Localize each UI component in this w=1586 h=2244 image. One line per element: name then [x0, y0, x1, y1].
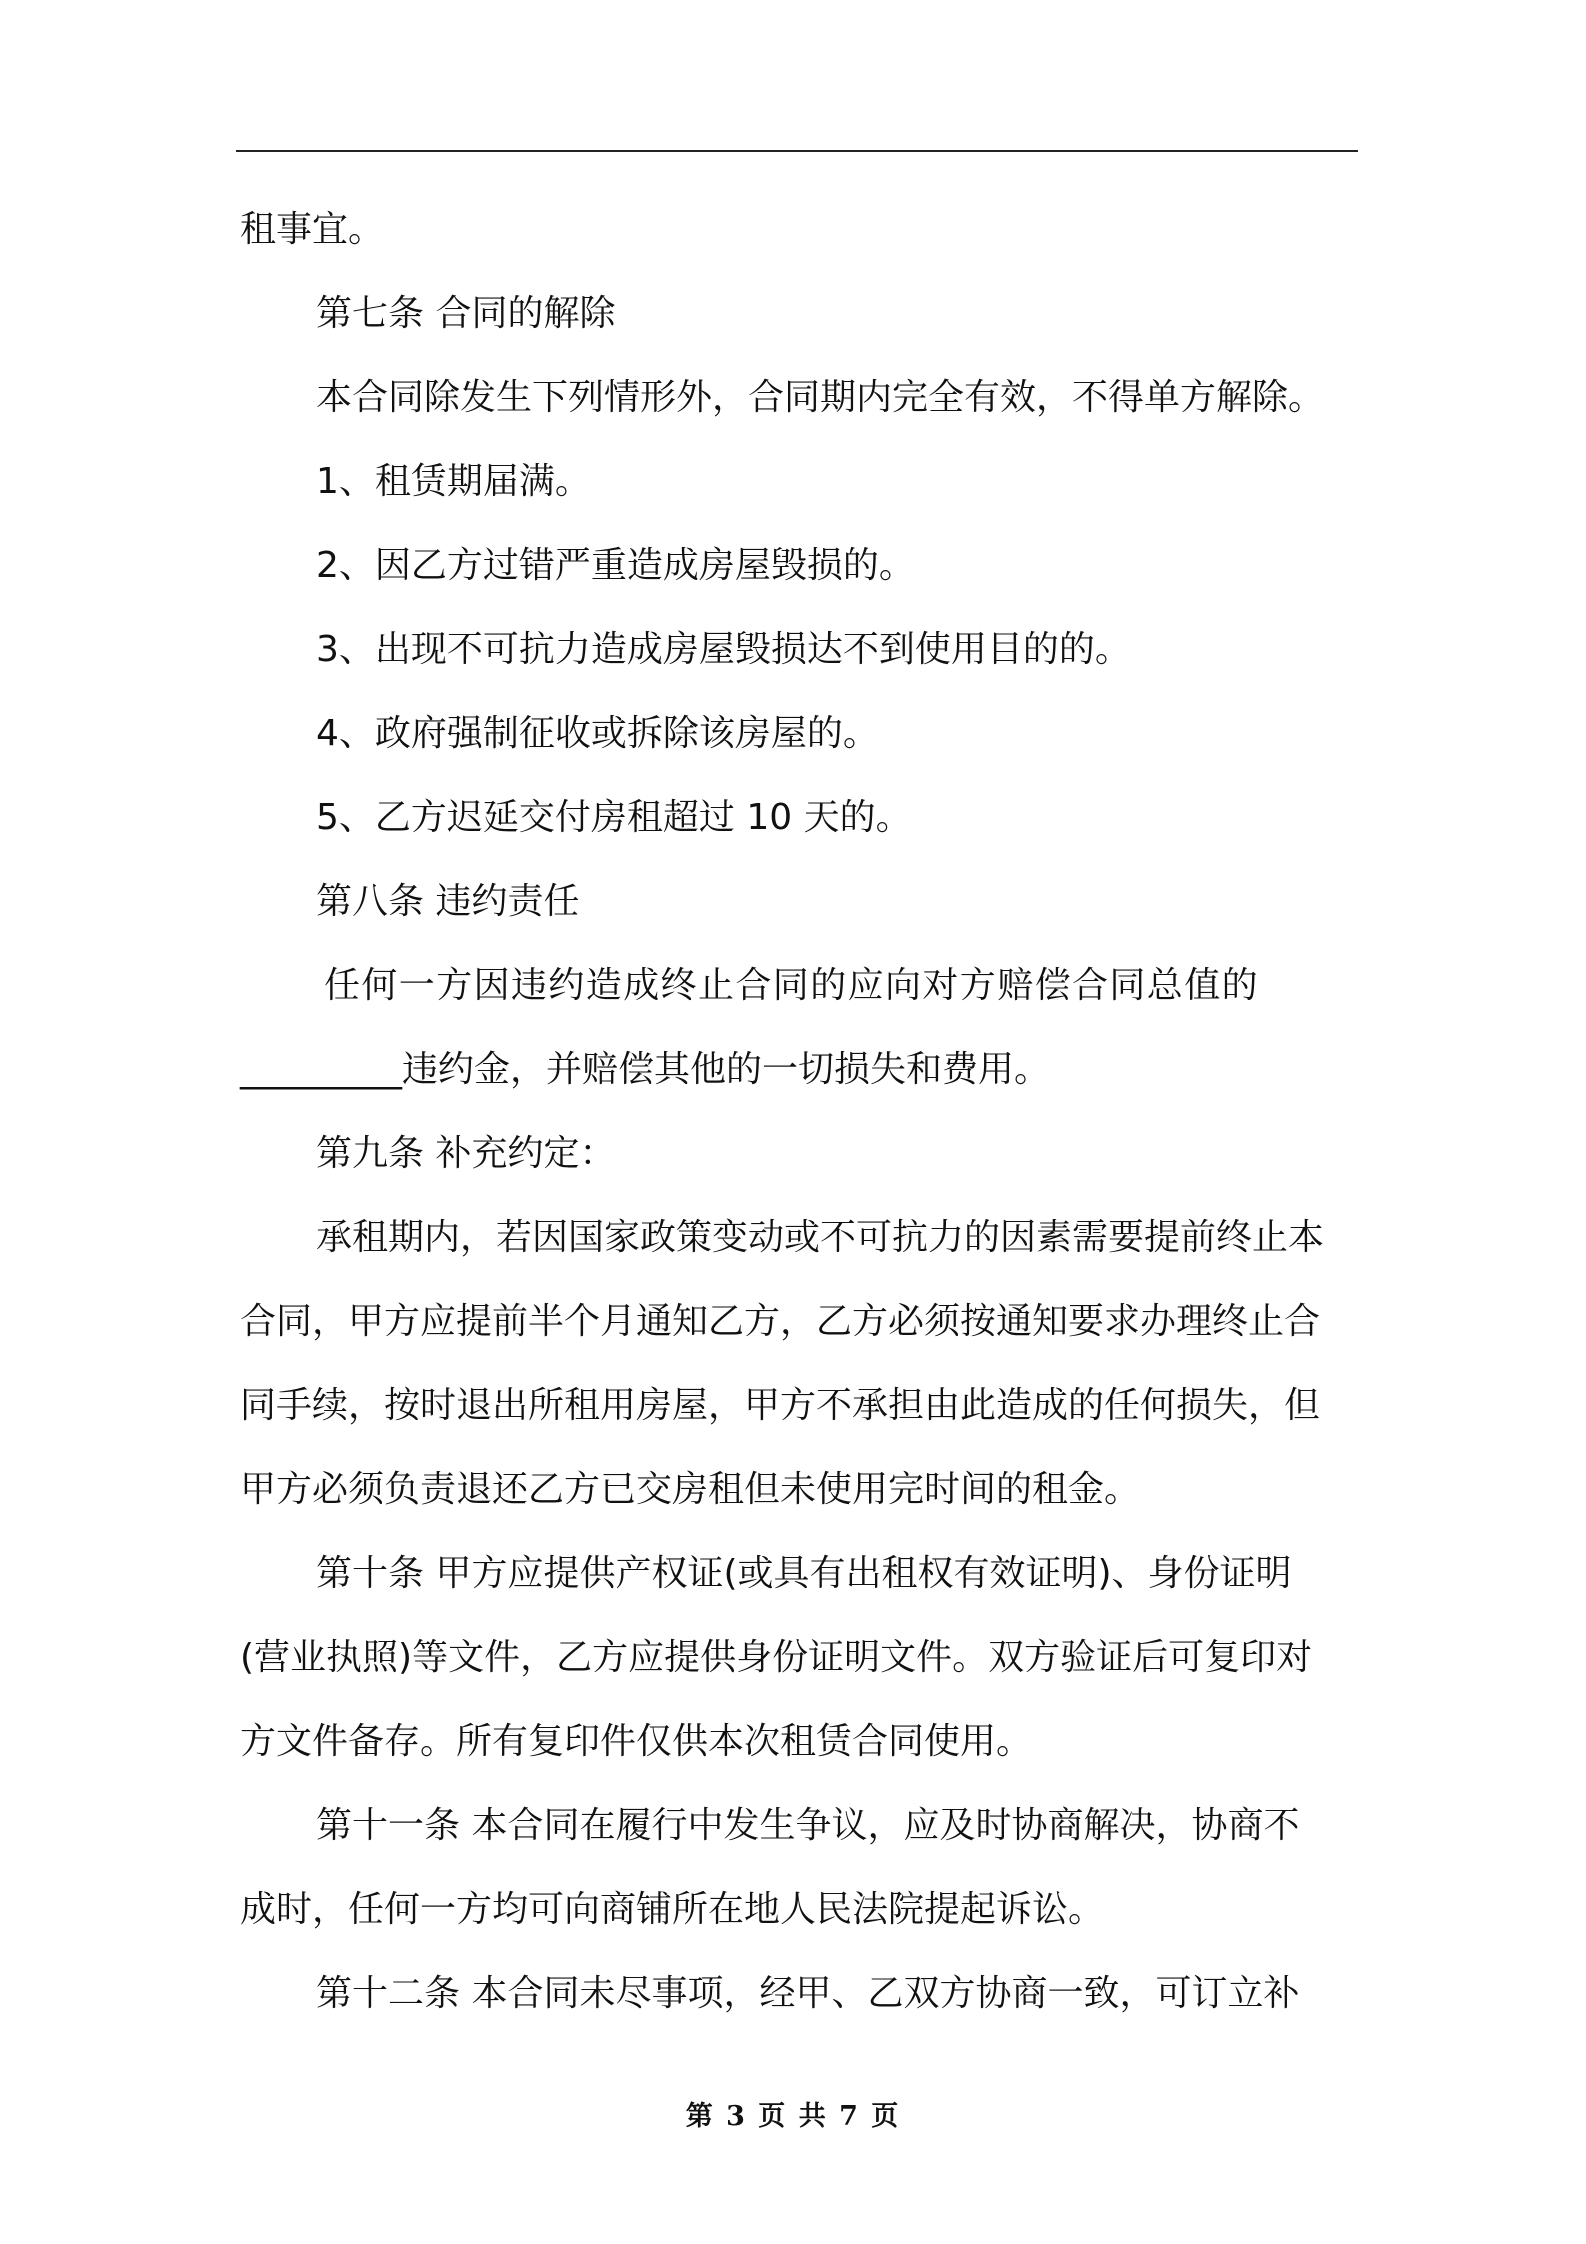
article-9-text-line-2: 合同，甲方应提前半个月通知乙方，乙方必须按通知要求办理终止合 [240, 1301, 1321, 1342]
article-9-text-line-3: 同手续，按时退出所租用房屋，甲方不承担由此造成的任何损失，但 [240, 1385, 1321, 1426]
article-9-heading: 第九条 补充约定： [316, 1133, 616, 1174]
article-7-item-2: 2、因乙方过错严重造成房屋毁损的。 [316, 545, 915, 586]
article-10-text-line-1: 第十条 甲方应提供产权证(或具有出租权有效证明)、身份证明 [316, 1553, 1292, 1594]
article-11-text-line-2: 成时，任何一方均可向商铺所在地人民法院提起诉讼。 [240, 1889, 1105, 1930]
page-number-label: 第 3 页 共 7 页 [685, 2101, 901, 2132]
article-9-text-line-1: 承租期内，若因国家政策变动或不可抗力的因素需要提前终止本 [316, 1217, 1325, 1258]
article-12-text-line-1: 第十二条 本合同未尽事项，经甲、乙双方协商一致，可订立补 [316, 1973, 1300, 2014]
header-rule [236, 150, 1358, 152]
text-line-continuation: 租事宜。 [240, 209, 385, 250]
article-7-item-4: 4、政府强制征收或拆除该房屋的。 [316, 713, 879, 754]
article-7-item-5: 5、乙方迟延交付房租超过 10 天的。 [316, 797, 912, 838]
page-number-footer [0, 2094, 1586, 2133]
document-body [240, 197, 1364, 2045]
article-10-text-line-2: (营业执照)等文件，乙方应提供身份证明文件。双方验证后可复印对 [240, 1637, 1313, 1678]
article-9-text-line-4: 甲方必须负责退还乙方已交房租但未使用完时间的租金。 [240, 1469, 1141, 1510]
article-7-item-1: 1、租赁期届满。 [316, 461, 591, 502]
article-8-text-line-2: _________违约金，并赔偿其他的一切损失和费用。 [240, 1049, 1051, 1090]
article-7-heading: 第七条 合同的解除 [316, 293, 616, 334]
article-8-heading: 第八条 违约责任 [316, 881, 580, 922]
article-7-intro: 本合同除发生下列情形外，合同期内完全有效，不得单方解除。 [316, 377, 1325, 418]
article-8-text-line-1: 任何一方因违约造成终止合同的应向对方赔偿合同总值的 [324, 965, 1260, 1006]
article-7-item-3: 3、出现不可抗力造成房屋毁损达不到使用目的的。 [316, 629, 1131, 670]
article-11-text-line-1: 第十一条 本合同在履行中发生争议，应及时协商解决，协商不 [316, 1805, 1300, 1846]
article-10-text-line-3: 方文件备存。所有复印件仅供本次租赁合同使用。 [240, 1721, 1033, 1762]
